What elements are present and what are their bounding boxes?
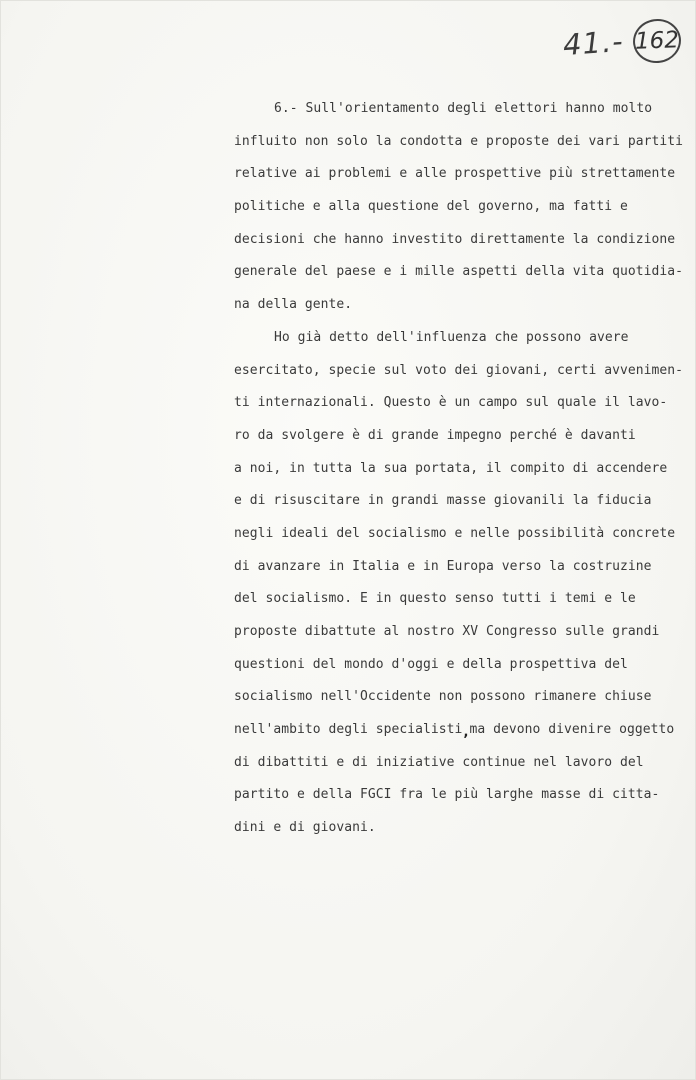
text-line: dini e di giovani.	[234, 820, 376, 836]
text-line: del socialismo. E in questo senso tutti i temi e le	[234, 591, 636, 607]
text-line: generale del paese e i mille aspetti della vita quotidia-	[234, 264, 683, 280]
handwritten-page-number: 41.-	[561, 23, 625, 63]
handwritten-comma-mark: ,	[463, 725, 469, 741]
text-line: decisioni che hanno investito direttamente la condizione	[234, 231, 676, 247]
text-line: politiche e alla questione del governo, ma fatti e	[234, 199, 628, 215]
text-segment: nell'ambito degli specialisti	[234, 722, 463, 738]
text-line: na della gente.	[234, 297, 353, 313]
text-line: influito non solo la condotta e proposte dei vari partiti	[234, 133, 683, 149]
text-line: di avanzare in Italia e in Europa verso la costruzine	[234, 558, 652, 574]
text-line: partito e della FGCI fra le più larghe masse di citta-	[234, 787, 660, 803]
text-line: ro da svolgere è di grande impegno perché è davanti	[234, 427, 636, 443]
circled-archive-number	[630, 16, 684, 66]
text-line: Ho già detto dell'influenza che possono avere	[274, 329, 629, 345]
text-line: negli ideali del socialismo e nelle possibilità concrete	[234, 525, 676, 541]
text-line: ti internazionali. Questo è un campo sul quale il lavo-	[234, 395, 668, 411]
text-line: e di risuscitare in grandi masse giovanili la fiducia	[234, 493, 652, 509]
text-line: a noi, in tutta la sua portata, il compito di accendere	[234, 460, 668, 476]
text-line: socialismo nell'Occidente non possono rimanere chiuse	[234, 689, 652, 705]
circled-number-text: 162	[634, 27, 680, 55]
text-line: esercitato, specie sul voto dei giovani, certi avvenimen-	[234, 362, 683, 378]
typed-body-text	[234, 93, 683, 845]
text-line: di dibattiti e di iniziative continue nel lavoro del	[234, 754, 644, 770]
text-line-with-mark	[234, 714, 675, 747]
text-line: 6.- Sull'orientamento degli elettori hanno molto	[274, 101, 653, 116]
text-line: questioni del mondo d'oggi e della prospettiva del	[234, 656, 628, 672]
text-segment: ma devono divenire oggetto	[469, 722, 675, 738]
text-line: proposte dibattute al nostro XV Congresso sulle grandi	[234, 624, 660, 639]
text-line: relative ai problemi e alle prospettive più strettamente	[234, 166, 676, 182]
